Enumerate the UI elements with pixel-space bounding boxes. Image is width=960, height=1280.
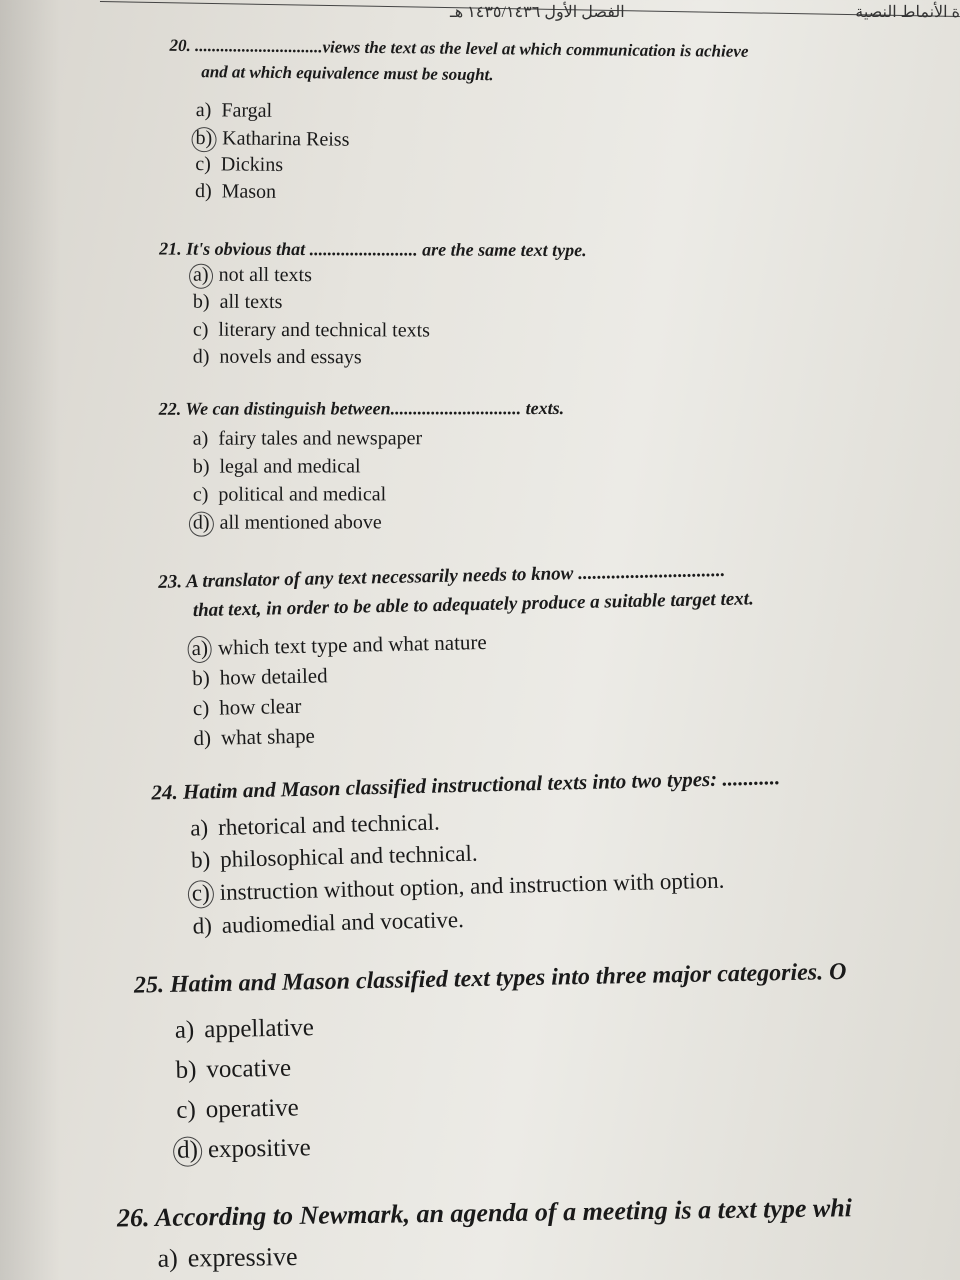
- option-text: all mentioned above: [219, 511, 382, 534]
- answer-option-d[interactable]: [192, 907, 464, 940]
- answer-option-a[interactable]: [193, 264, 312, 287]
- option-letter: b): [192, 290, 210, 313]
- option-text: how detailed: [219, 663, 328, 690]
- page-edge-shadow: [0, 0, 60, 1280]
- option-text: all texts: [219, 290, 283, 313]
- answer-option-c[interactable]: [193, 319, 430, 343]
- header-course-title: ة الأنماط النصية: [855, 4, 960, 21]
- answer-option-a[interactable]: [191, 630, 487, 661]
- selected-answer-circle: a): [193, 263, 209, 286]
- option-text: literary and technical texts: [218, 318, 431, 342]
- option-letter: d): [192, 913, 213, 939]
- answer-option-b[interactable]: [192, 663, 328, 691]
- option-text: operative: [205, 1094, 300, 1124]
- question-stem: 25. Hatim and Mason classified text types into three major categories. O: [133, 958, 847, 999]
- option-letter: d): [192, 345, 210, 368]
- option-letter: b): [191, 665, 210, 691]
- option-letter: a): [189, 815, 209, 841]
- option-letter: d): [193, 725, 212, 751]
- option-text: rhetorical and technical.: [217, 809, 440, 840]
- question-stem: 24. Hatim and Mason classified instructional texts into two types: ...........: [151, 765, 781, 805]
- selected-answer-circle: b): [195, 127, 213, 150]
- answer-option-c[interactable]: [193, 694, 302, 721]
- option-text: novels and essays: [219, 345, 362, 369]
- header-semester: الفصل الأول ١٤٣٥/١٤٣٦ هـ: [450, 4, 625, 21]
- answer-option-c[interactable]: [195, 153, 283, 177]
- answer-option-a[interactable]: [157, 1242, 297, 1274]
- question-stem-continued: and at which equivalence must be sought.: [201, 62, 494, 85]
- option-letter: c): [176, 1096, 197, 1124]
- option-text: Katharina Reiss: [222, 127, 350, 151]
- option-text: legal and medical: [219, 455, 361, 478]
- answer-option-b[interactable]: [193, 291, 283, 314]
- option-letter: b): [175, 1056, 197, 1084]
- selected-answer-circle: c): [191, 880, 211, 906]
- option-text: philosophical and technical.: [219, 840, 478, 872]
- question-stem: 21. It's obvious that ........................ are the same text type.: [159, 238, 587, 261]
- option-text: instruction without option, and instruction with option.: [219, 867, 725, 905]
- option-text: what shape: [220, 723, 316, 750]
- option-text: vocative: [206, 1054, 292, 1084]
- option-text: audiomedial and vocative.: [221, 906, 465, 938]
- answer-option-a[interactable]: [175, 1014, 315, 1045]
- question-stem: 22. We can distinguish between............................. texts.: [158, 398, 565, 419]
- answer-option-b[interactable]: [195, 127, 349, 152]
- option-text: not all texts: [218, 263, 312, 287]
- option-text: political and medical: [218, 483, 387, 506]
- option-letter: a): [174, 1016, 195, 1044]
- option-text: which text type and what nature: [217, 629, 487, 660]
- option-letter: a): [192, 427, 209, 450]
- question-stem-continued: that text, in order to be able to adequately produce a suitable target text.: [192, 588, 754, 622]
- option-letter: b): [190, 847, 211, 873]
- question-stem: 23. A translator of any text necessarily needs to know ...............................: [158, 559, 726, 593]
- selected-answer-circle: d): [192, 511, 210, 534]
- answer-option-b[interactable]: [175, 1055, 291, 1085]
- option-text: how clear: [218, 693, 302, 720]
- option-text: Dickins: [220, 153, 284, 176]
- answer-option-d[interactable]: [193, 724, 315, 752]
- selected-answer-circle: a): [191, 635, 209, 661]
- answer-option-c[interactable]: [192, 868, 725, 907]
- answer-option-c[interactable]: [176, 1094, 299, 1124]
- option-letter: c): [192, 318, 209, 341]
- answer-option-d[interactable]: [195, 180, 276, 204]
- selected-answer-circle: d): [176, 1136, 199, 1164]
- answer-option-b[interactable]: [191, 841, 478, 874]
- option-letter: c): [192, 695, 210, 721]
- option-letter: a): [195, 99, 212, 122]
- answer-option-d[interactable]: [193, 511, 382, 534]
- option-text: Fargal: [221, 99, 273, 122]
- option-letter: a): [157, 1243, 178, 1273]
- option-letter: b): [192, 455, 210, 478]
- option-letter: c): [192, 483, 209, 506]
- answer-option-d[interactable]: [177, 1134, 311, 1165]
- answer-option-d[interactable]: [193, 346, 362, 370]
- question-stem: 26. According to Newmark, an agenda of a meeting is a text type whi: [116, 1193, 853, 1233]
- answer-option-a[interactable]: [190, 810, 440, 842]
- answer-option-a[interactable]: [193, 427, 422, 450]
- question-stem: 20. ..............................views the text as the level at which communication is achieve: [169, 35, 749, 61]
- option-text: fairy tales and newspaper: [218, 427, 423, 450]
- option-letter: c): [195, 153, 211, 176]
- answer-option-b[interactable]: [193, 455, 361, 478]
- answer-option-c[interactable]: [193, 483, 386, 506]
- option-text: appellative: [203, 1014, 315, 1044]
- option-letter: d): [194, 180, 212, 203]
- option-text: expositive: [207, 1134, 311, 1164]
- option-text: expressive: [187, 1241, 298, 1273]
- option-text: Mason: [221, 180, 277, 203]
- answer-option-a[interactable]: [196, 99, 273, 123]
